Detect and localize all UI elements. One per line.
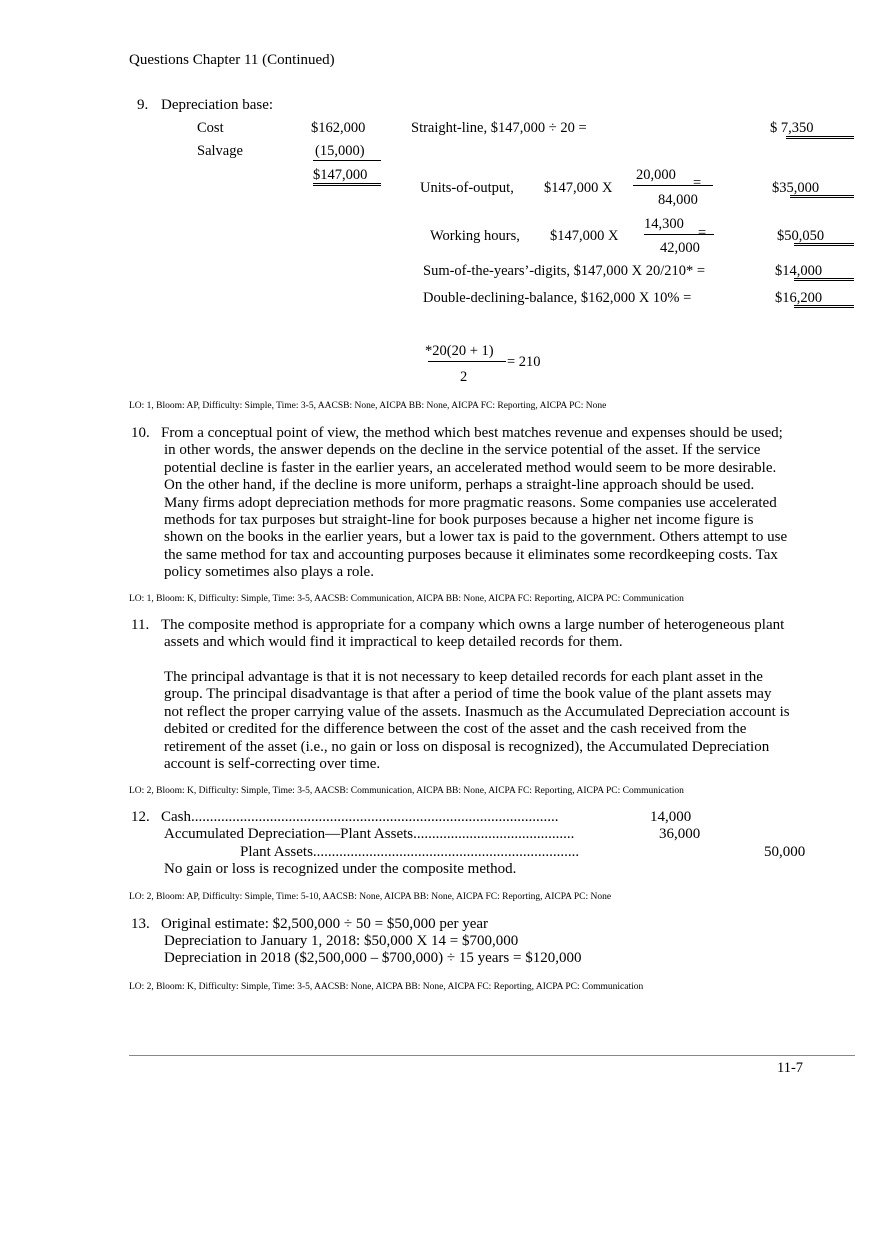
q13-line-1: Original estimate: $2,500,000 ÷ 50 = $50,000 per year xyxy=(161,916,489,932)
page-header-title: Questions Chapter 11 (Continued) xyxy=(129,52,335,68)
page-number: 11-7 xyxy=(777,1060,804,1076)
syd-result: $14,000 xyxy=(775,263,823,279)
straight-line-label: Straight-line, $147,000 ÷ 20 = xyxy=(411,120,587,136)
units-result: $35,000 xyxy=(772,180,820,196)
units-label: Units-of-output, xyxy=(420,180,514,196)
units-denominator: 84,000 xyxy=(658,192,698,208)
question-11-text-2: The principal advantage is that it is not necessary to keep detailed records for each plant asset in the group. The principal disadvantage is that after a period of time the book value of the plant assets may not reflect the proper carrying value of the assets. Inasmuch as the Accumulated Depreciation account is debited or credited for the difference between the cost of the asset and the cash received from the retirement of the asset (i.e., no gain or loss on disposal is recognized), the Accumulated Depreciation account is self-correcting over time. xyxy=(164,669,790,773)
footnote-fraction-bar xyxy=(428,361,506,362)
question-10-text: From a conceptual point of view, the method which best matches revenue and expenses should be used; in other words, the answer depends on the decline in the service potential of the asset. If the service potential decline is faster in the earlier years, an accelerated method would seem to be more desirable. On the other hand, if the decline is more uniform, perhaps a straight-line approach should be used. Many firms adopt depreciation methods for more pragmatic reasons. Some companies use accelerated methods for tax purposes but straight-line for book purposes because a higher net income figure is shown on the books in the earlier years, but a lower tax is paid to the government. Others attempt to use the same method for tax and accounting purposes because it eliminates some recordkeeping costs. Tax policy sometimes also plays a role. xyxy=(161,425,788,581)
footnote-denominator: 2 xyxy=(460,369,468,385)
journal-note: No gain or loss is recognized under the composite method. xyxy=(164,861,517,877)
units-underline-1 xyxy=(790,195,854,196)
footnote-equals: = 210 xyxy=(507,354,541,370)
footer-rule xyxy=(129,1055,855,1056)
lo-tag-q13: LO: 2, Bloom: K, Difficulty: Simple, Time: 3-5, AACSB: None, AICPA BB: None, AICPA FC: Reporting, AICPA PC: Communication xyxy=(129,982,644,992)
units-equals: = xyxy=(693,175,702,191)
question-number: 12. xyxy=(131,809,150,825)
units-multiplier: $147,000 X xyxy=(544,180,613,196)
journal-account-cash: Cash.................................................................................................. xyxy=(161,809,559,825)
underline-total-1 xyxy=(313,183,381,184)
straight-line-result: $ 7,350 xyxy=(770,120,814,136)
hours-denominator: 42,000 xyxy=(660,240,700,256)
question-heading: Depreciation base: xyxy=(161,97,274,113)
underline-salvage xyxy=(313,160,381,161)
ddb-result: $16,200 xyxy=(775,290,823,306)
hours-underline-2 xyxy=(794,245,854,246)
base-amount-total: $147,000 xyxy=(313,167,368,183)
hours-underline-1 xyxy=(794,243,854,244)
base-label-cost: Cost xyxy=(197,120,224,136)
ddb-underline-2 xyxy=(794,307,854,308)
question-number: 9. xyxy=(137,97,149,113)
syd-underline-1 xyxy=(794,278,854,279)
journal-account-accum-dep: Accumulated Depreciation—Plant Assets........................................... xyxy=(164,826,575,842)
units-numerator: 20,000 xyxy=(636,167,676,183)
question-number: 11. xyxy=(131,617,150,633)
lo-tag-q12: LO: 2, Bloom: AP, Difficulty: Simple, Time: 5-10, AACSB: None, AICPA BB: None, AICPA FC: Reporting, AICPA PC: None xyxy=(129,892,612,902)
footnote-numerator: *20(20 + 1) xyxy=(425,343,494,359)
journal-debit-cash: 14,000 xyxy=(650,809,692,825)
base-amount-cost: $162,000 xyxy=(311,120,366,136)
hours-label: Working hours, xyxy=(430,228,520,244)
hours-result: $50,050 xyxy=(777,228,825,244)
base-amount-salvage: (15,000) xyxy=(315,143,365,159)
journal-debit-accum-dep: 36,000 xyxy=(659,826,701,842)
q13-line-2: Depreciation to January 1, 2018: $50,000 X 14 = $700,000 xyxy=(164,933,519,949)
lo-tag-q11: LO: 2, Bloom: K, Difficulty: Simple, Time: 3-5, AACSB: Communication, AICPA BB: None, AICPA FC: Reporting, AICPA PC: Communication xyxy=(129,786,684,796)
question-11-text-1: The composite method is appropriate for a company which owns a large number of heterogeneous plant assets and which would find it impractical to keep detailed records for them. xyxy=(161,617,785,651)
sl-underline-1 xyxy=(786,136,854,137)
question-number: 13. xyxy=(131,916,150,932)
syd-label: Sum-of-the-years’-digits, $147,000 X 20/210* = xyxy=(423,263,706,279)
lo-tag-q10: LO: 1, Bloom: K, Difficulty: Simple, Time: 3-5, AACSB: Communication, AICPA BB: None, AICPA FC: Reporting, AICPA PC: Communication xyxy=(129,594,684,604)
underline-total-2 xyxy=(313,185,381,186)
journal-credit-plant-assets: 50,000 xyxy=(764,844,806,860)
ddb-label: Double-declining-balance, $162,000 X 10% = xyxy=(423,290,692,306)
hours-numerator: 14,300 xyxy=(644,216,684,232)
syd-underline-2 xyxy=(794,280,854,281)
lo-tag-q9: LO: 1, Bloom: AP, Difficulty: Simple, Time: 3-5, AACSB: None, AICPA BB: None, AICPA FC: Reporting, AICPA PC: None xyxy=(129,401,607,411)
question-number: 10. xyxy=(131,425,150,441)
q13-line-3: Depreciation in 2018 ($2,500,000 – $700,000) ÷ 15 years = $120,000 xyxy=(164,950,582,966)
ddb-underline-1 xyxy=(794,305,854,306)
base-label-salvage: Salvage xyxy=(197,143,243,159)
hours-multiplier: $147,000 X xyxy=(550,228,619,244)
sl-underline-2 xyxy=(786,138,854,139)
units-underline-2 xyxy=(790,197,854,198)
hours-equals: = xyxy=(698,225,707,241)
journal-account-plant-assets: Plant Assets....................................................................... xyxy=(240,844,580,860)
